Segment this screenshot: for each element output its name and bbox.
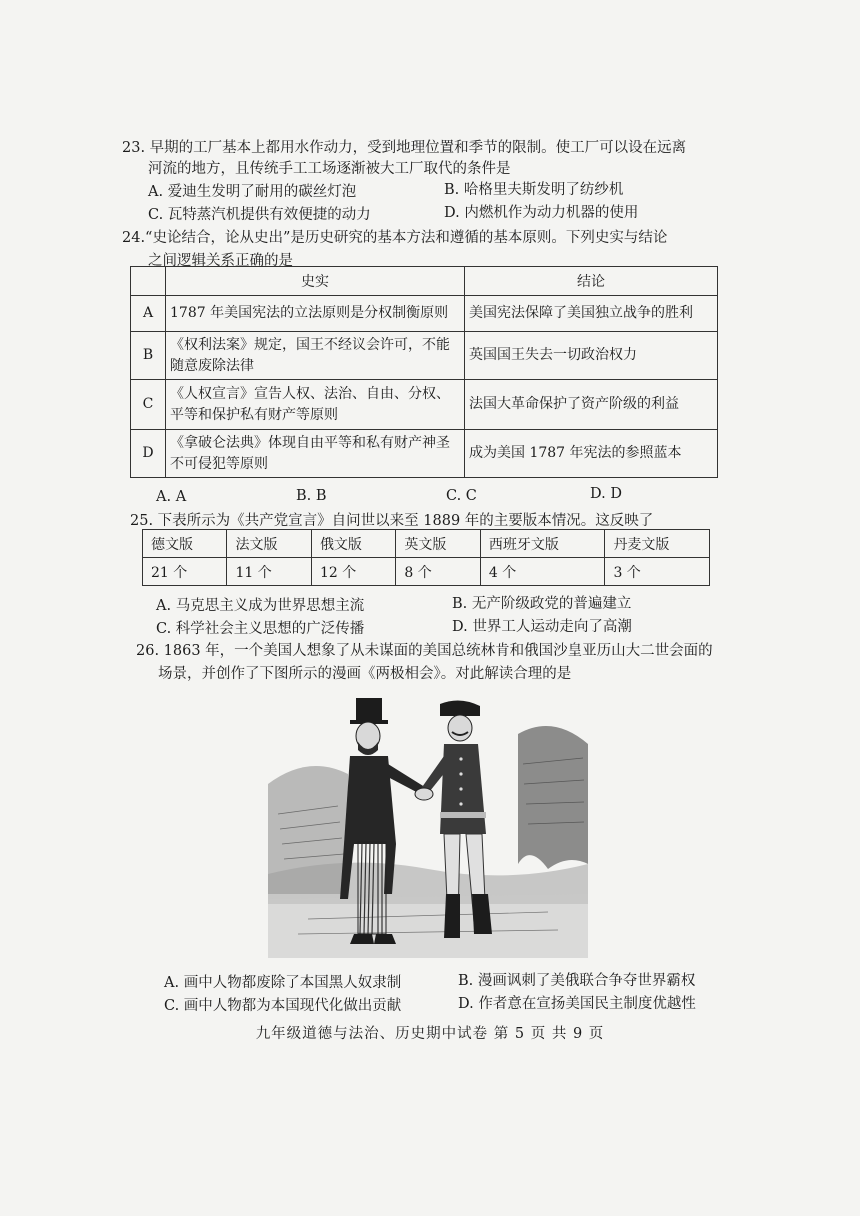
q25-header-cell: 法文版 (227, 530, 311, 558)
q25-stem: 25. 下表所示为《共产党宣言》自问世以来至 1889 年的主要版本情况。这反映了 (130, 513, 654, 529)
q25-option-a: A. 马克思主义成为世界思想主流 (156, 598, 365, 614)
q24-option-c: C. C (446, 488, 477, 504)
q25-version-table (142, 529, 710, 586)
q25-header-cell: 俄文版 (311, 530, 395, 558)
q24-table-row (131, 332, 718, 380)
q26-option-c: C. 画中人物都为本国现代化做出贡献 (164, 998, 402, 1014)
q26-option-b: B. 漫画讽刺了美俄联合争夺世界霸权 (458, 973, 696, 989)
q24-fact-table (130, 266, 718, 478)
q26-option-a: A. 画中人物都废除了本国黑人奴隶制 (164, 975, 402, 991)
q25-table-value-row (143, 558, 710, 586)
q23-stem-line2: 河流的地方，且传统手工工场逐渐被大工厂取代的条件是 (148, 161, 511, 177)
q25-option-c: C. 科学社会主义思想的广泛传播 (156, 621, 365, 637)
q25-header-cell: 丹麦文版 (605, 530, 710, 558)
q25-option-d: D. 世界工人运动走向了高潮 (452, 619, 632, 635)
q23-option-b: B. 哈格里夫斯发明了纺纱机 (444, 182, 624, 198)
q23-option-a: A. 爱迪生发明了耐用的碳丝灯泡 (148, 184, 357, 200)
q24-row-fact: 《人权宣言》宣告人权、法治、自由、分权、平等和保护私有财产等原则 (166, 380, 465, 430)
q24-header-conclusion: 结论 (465, 267, 718, 296)
q24-stem-line2: 之间逻辑关系正确的是 (148, 253, 293, 269)
q24-table-row (131, 380, 718, 430)
q25-value-cell: 11 个 (227, 558, 311, 586)
q23-stem-line1: 23. 早期的工厂基本上都用水作动力，受到地理位置和季节的限制。使工厂可以设在远离 (122, 140, 687, 156)
page-footer: 九年级道德与法治、历史期中试卷 第 5 页 共 9 页 (255, 1026, 605, 1042)
q25-header-cell: 西班牙文版 (480, 530, 605, 558)
q24-stem-line1: 24.“史论结合，论从史出”是历史研究的基本方法和遵循的基本原则。下列史实与结论 (122, 230, 668, 246)
q24-row-fact: 《拿破仑法典》体现自由平等和私有财产神圣不可侵犯等原则 (166, 430, 465, 478)
q24-row-label: D (131, 430, 166, 478)
q24-option-a: A. A (156, 489, 187, 505)
q24-row-label: B (131, 332, 166, 380)
q24-header-empty (131, 267, 166, 296)
q24-table-row (131, 430, 718, 478)
q24-row-conclusion: 美国宪法保障了美国独立战争的胜利 (465, 296, 718, 332)
q24-option-b: B. B (296, 488, 327, 504)
cartoon-two-poles-meet-image (268, 694, 588, 958)
q24-table-header-row (131, 267, 718, 296)
q25-value-cell: 4 个 (480, 558, 605, 586)
q24-row-label: C (131, 380, 166, 430)
q24-table-row (131, 296, 718, 332)
q26-stem-line1: 26. 1863 年，一个美国人想象了从未谋面的美国总统林肯和俄国沙皇亚历山大二世会面的 (136, 643, 713, 659)
q24-row-conclusion: 成为美国 1787 年宪法的参照蓝本 (465, 430, 718, 478)
q25-header-cell: 英文版 (396, 530, 480, 558)
q25-value-cell: 12 个 (311, 558, 395, 586)
q24-row-conclusion: 法国大革命保护了资产阶级的利益 (465, 380, 718, 430)
q24-row-fact: 1787 年美国宪法的立法原则是分权制衡原则 (166, 296, 465, 332)
q25-option-b: B. 无产阶级政党的普遍建立 (452, 596, 632, 612)
q23-option-c: C. 瓦特蒸汽机提供有效便捷的动力 (148, 207, 371, 223)
q25-value-cell: 21 个 (143, 558, 227, 586)
q24-row-conclusion: 英国国王失去一切政治权力 (465, 332, 718, 380)
q24-option-d: D. D (590, 486, 622, 502)
q25-table-header-row (143, 530, 710, 558)
q26-option-d: D. 作者意在宣扬美国民主制度优越性 (458, 996, 696, 1012)
q25-value-cell: 8 个 (396, 558, 480, 586)
q25-header-cell: 德文版 (143, 530, 227, 558)
q24-row-fact: 《权利法案》规定，国王不经议会许可，不能随意废除法律 (166, 332, 465, 380)
q23-option-d: D. 内燃机作为动力机器的使用 (444, 205, 639, 221)
q24-row-label: A (131, 296, 166, 332)
q24-header-fact: 史实 (166, 267, 465, 296)
q26-stem-line2: 场景，并创作了下图所示的漫画《两极相会》。对此解读合理的是 (158, 666, 572, 682)
q25-value-cell: 3 个 (605, 558, 710, 586)
